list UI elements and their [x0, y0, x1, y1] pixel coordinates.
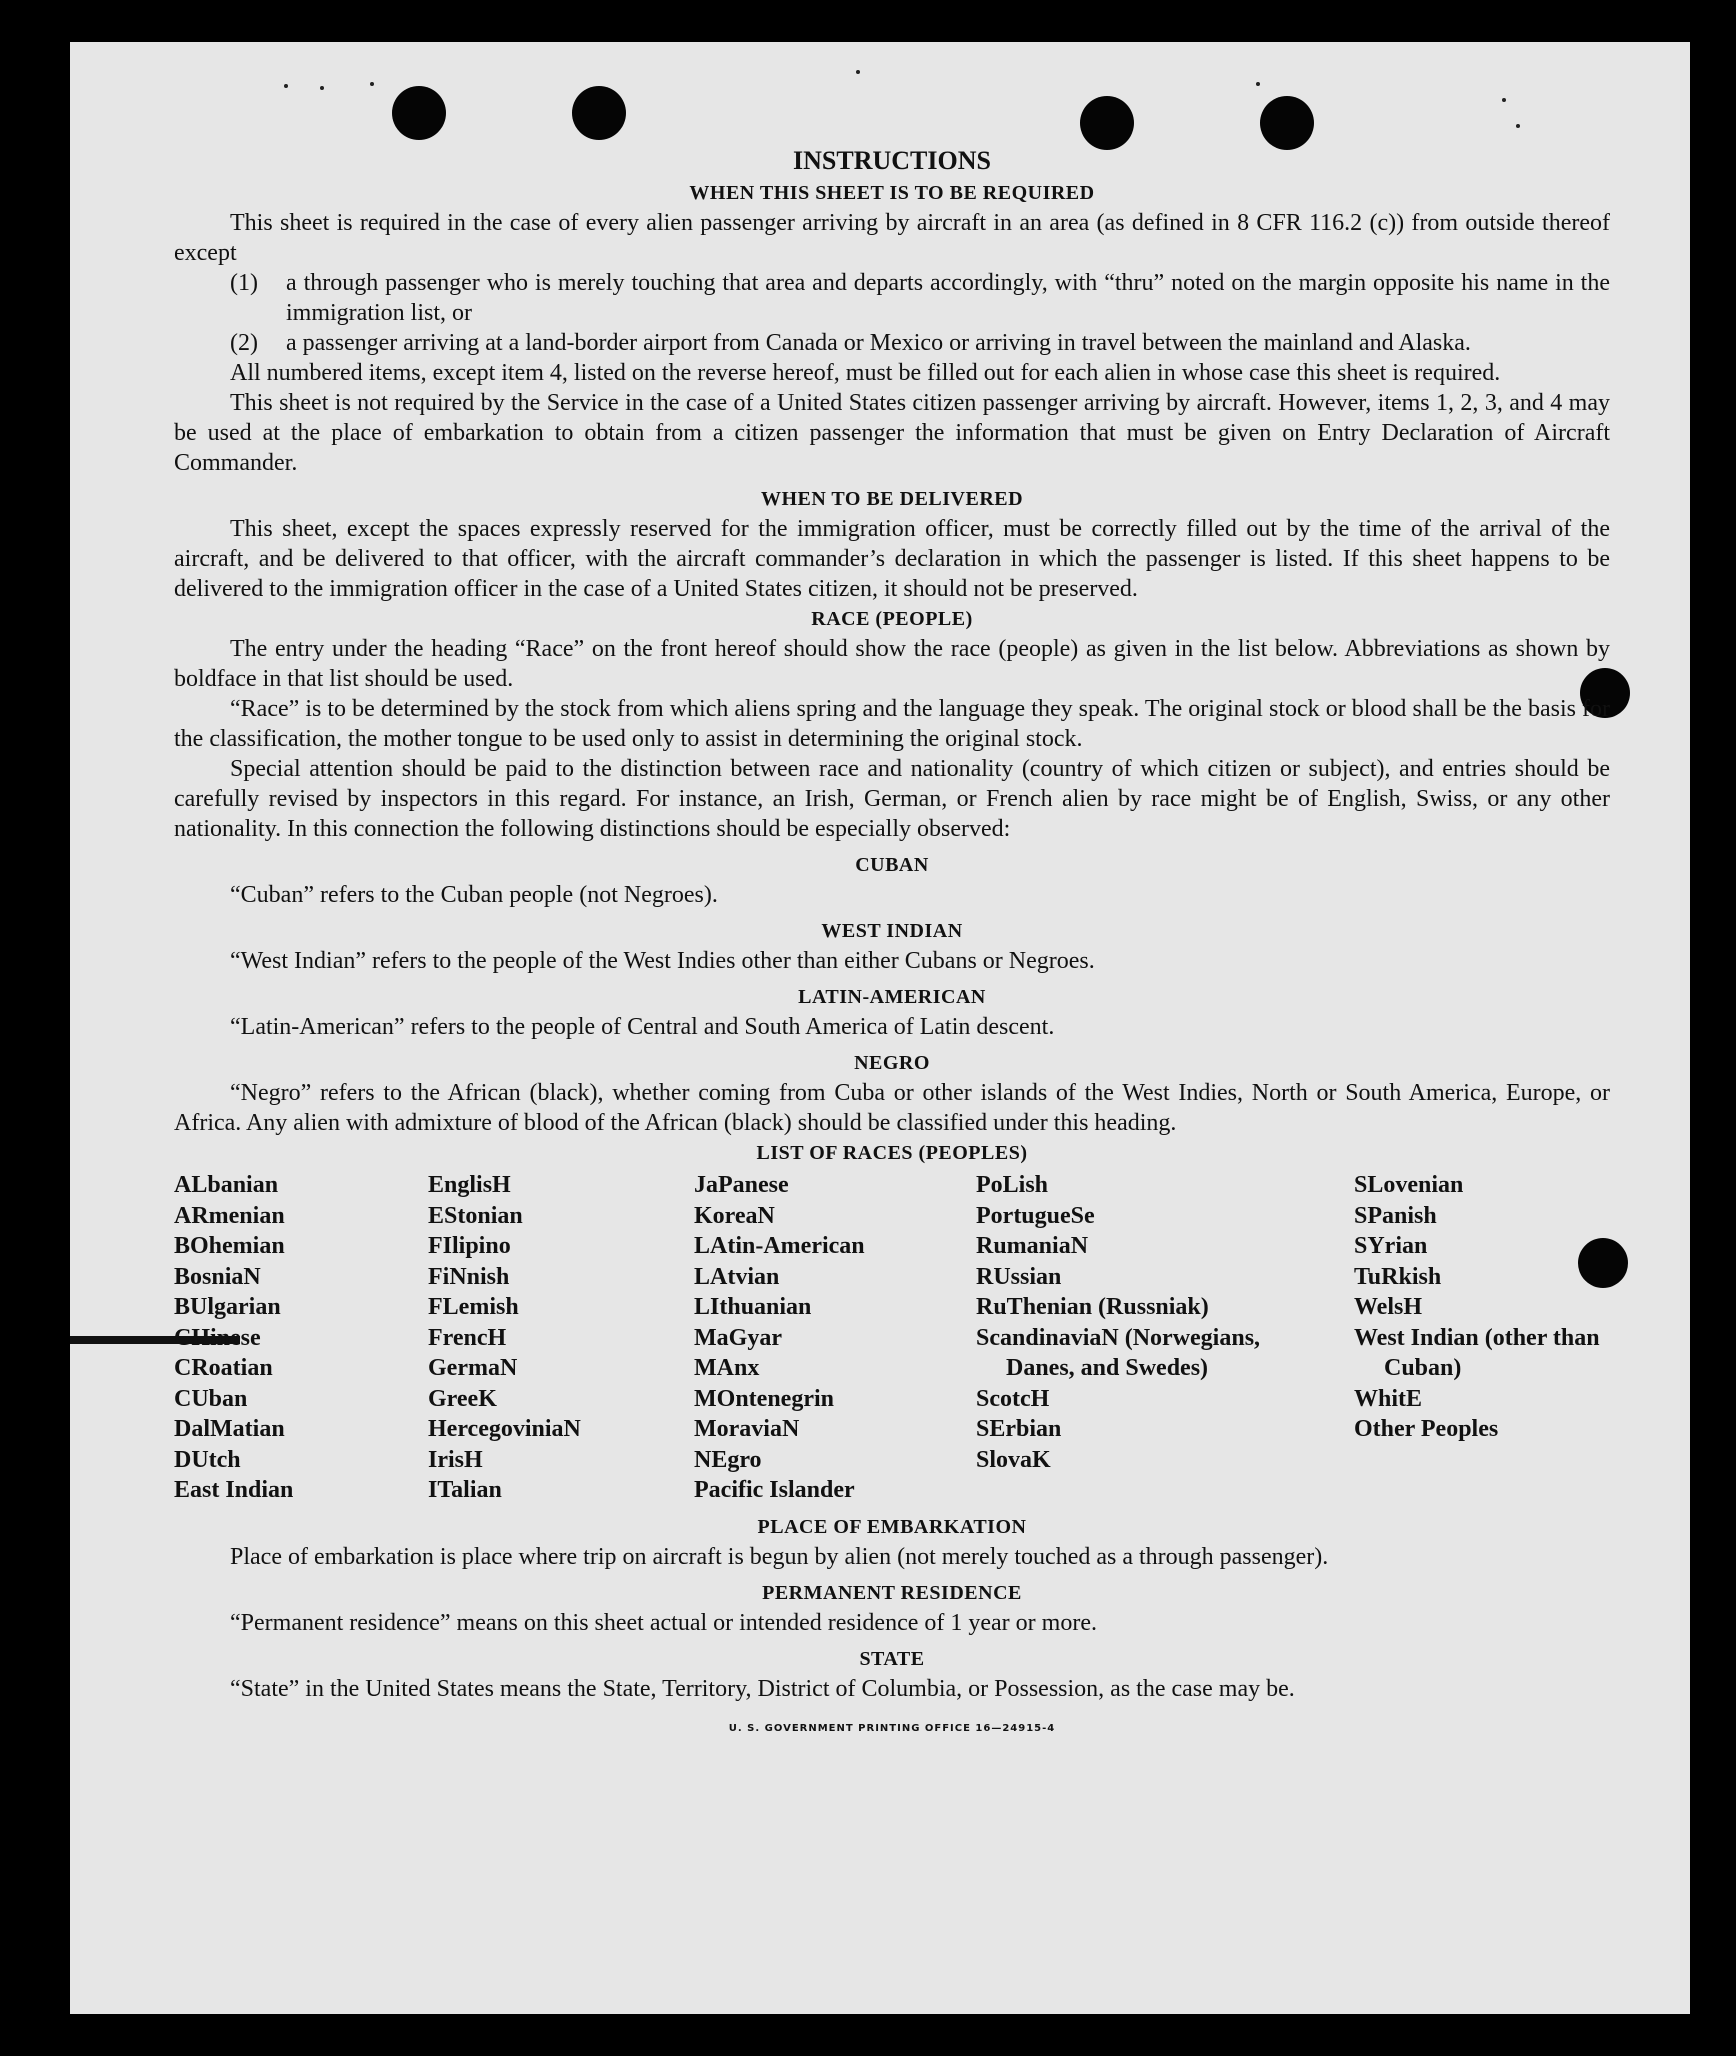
list-item: BosniaN — [174, 1263, 261, 1290]
heading-race: RACE (PEOPLE) — [811, 608, 973, 630]
speck — [284, 84, 288, 88]
list-item: RumaniaN — [976, 1233, 1089, 1259]
heading-when-delivered: WHEN TO BE DELIVERED — [760, 488, 1024, 510]
heading-residence: PERMANENT RESIDENCE — [762, 1581, 1022, 1604]
list-item: FiNnish — [428, 1263, 510, 1290]
paragraph: “West Indian” refers to the people of the West Indies other than either Cubans or Negroes. — [230, 948, 1095, 974]
list-item: ScandinaviaN (Norwegians, Danes, and Swedes) — [976, 1324, 1261, 1381]
list-item: SlovaK — [976, 1446, 1051, 1473]
paragraph: “Negro” refers to the African (black), whether coming from Cuba or other islands of the West Indies, North or South America, Europe, or Africa. Any alien with admixture of blood of the African (black) should be classified under this heading. — [174, 1080, 1610, 1136]
list-item: RUssian — [976, 1263, 1062, 1290]
heading-embarkation: PLACE OF EMBARKATION — [757, 1515, 1027, 1538]
item-text: a passenger arriving at a land-border airport from Canada or Mexico or arriving in travel between the mainland and Alaska. — [286, 330, 1471, 356]
speck — [1502, 98, 1506, 102]
list-item: MaGyar — [694, 1324, 782, 1351]
heading-latin-american: LATIN-AMERICAN — [798, 986, 986, 1008]
list-item: LIthuanian — [694, 1294, 812, 1320]
races-column — [694, 1170, 976, 1506]
list-item: Other Peoples — [1354, 1416, 1499, 1442]
punch-hole — [392, 86, 446, 140]
paragraph: This sheet is required in the case of every alien passenger arriving by aircraft in an area (as defined in 8 CFR 116.2 (c)) from outside thereof except — [174, 210, 1610, 266]
list-item: GreeK — [428, 1385, 497, 1412]
speck — [320, 86, 324, 90]
list-item: ARmenian — [174, 1202, 285, 1229]
list-item: NEgro — [694, 1446, 762, 1473]
document-page — [70, 42, 1690, 2014]
list-item — [174, 328, 1610, 358]
page-title: INSTRUCTIONS — [793, 146, 991, 175]
heading-negro: NEGRO — [854, 1052, 930, 1074]
speck — [1516, 124, 1520, 128]
heading-list-of-races: LIST OF RACES (PEOPLES) — [756, 1142, 1028, 1164]
list-item: JaPanese — [694, 1172, 789, 1198]
punch-hole — [1080, 96, 1134, 150]
list-item: WhitE — [1354, 1385, 1423, 1412]
list-item: PortugueSe — [976, 1202, 1095, 1229]
list-item: DUtch — [174, 1446, 241, 1473]
races-column — [976, 1170, 1266, 1506]
paragraph: All numbered items, except item 4, listed on the reverse hereof, must be filled out for each alien in whose case this sheet is required. — [230, 360, 1501, 386]
list-item: CRoatian — [174, 1355, 273, 1381]
item-text: a through passenger who is merely touching that area and departs accordingly, with “thru” noted on the margin opposite his name in the immigration list, or — [286, 270, 1610, 326]
list-item: HercegoviniaN — [428, 1416, 581, 1442]
punch-hole — [1260, 96, 1314, 150]
list-item: SErbian — [976, 1416, 1062, 1442]
list-item: WelsH — [1354, 1294, 1423, 1320]
list-item: LAtvian — [694, 1263, 780, 1290]
list-item: KoreaN — [694, 1202, 775, 1229]
paragraph: “State” in the United States means the State, Territory, District of Columbia, or Possession, as the case may be. — [230, 1675, 1295, 1702]
list-item: TuRkish — [1354, 1263, 1442, 1290]
list-item: FIlipino — [428, 1233, 511, 1259]
list-item: EStonian — [428, 1202, 523, 1229]
races-column — [428, 1170, 694, 1506]
races-column — [1354, 1170, 1610, 1506]
list-item: East Indian — [174, 1477, 294, 1503]
list-item: MOntenegrin — [694, 1385, 834, 1412]
list-item: IrisH — [428, 1446, 483, 1473]
heading-when-required: WHEN THIS SHEET IS TO BE REQUIRED — [689, 182, 1095, 204]
paragraph: Special attention should be paid to the distinction between race and nationality (country of which citizen or subject), and entries should be carefully revised by inspectors in this regard. For instance, an Irish, German, or French alien by race might be of English, Swiss, or any other nationality. In this connection the following distinctions should be especially observed: — [174, 756, 1610, 842]
item-number: (2) — [230, 330, 258, 356]
list-item: SYrian — [1354, 1233, 1428, 1259]
heading-cuban: CUBAN — [855, 854, 929, 876]
list-item: GermaN — [428, 1355, 518, 1381]
list-item: FLemish — [428, 1294, 519, 1320]
list-item: ITalian — [428, 1477, 502, 1503]
list-item: SPanish — [1354, 1202, 1437, 1229]
list-item: BUlgarian — [174, 1294, 281, 1320]
list-item: MoraviaN — [694, 1416, 800, 1442]
paragraph: “Race” is to be determined by the stock from which aliens spring and the language they speak. The original stock or blood shall be the basis for the classification, the mother tongue to be used only to assist in determining the original stock. — [174, 696, 1610, 752]
paragraph: This sheet is not required by the Service in the case of a United States citizen passenger arriving by aircraft. However, items 1, 2, 3, and 4 may be used at the place of embarkation to obtain from a citizen passenger the information that must be given on Entry Declaration of Aircraft Commander. — [174, 390, 1610, 476]
list-item — [174, 268, 1610, 328]
list-item: RuThenian (Russniak) — [976, 1294, 1209, 1320]
list-item: MAnx — [694, 1355, 760, 1381]
list-item: Pacific Islander — [694, 1477, 855, 1503]
printer-footer: U. S. GOVERNMENT PRINTING OFFICE 16—24915-4 — [728, 1722, 1056, 1734]
paragraph: Place of embarkation is place where trip on aircraft is begun by alien (not merely touched as a through passenger). — [230, 1543, 1329, 1570]
heading-state: STATE — [859, 1647, 925, 1670]
speck — [856, 70, 860, 74]
paragraph: “Cuban” refers to the Cuban people (not Negroes). — [230, 882, 718, 908]
list-item: BOhemian — [174, 1233, 285, 1259]
list-item: EnglisH — [428, 1172, 511, 1198]
punch-hole — [572, 86, 626, 140]
list-item: ALbanian — [174, 1172, 279, 1198]
item-number: (1) — [230, 270, 258, 296]
list-item: DalMatian — [174, 1416, 285, 1442]
list-item: ScotcH — [976, 1385, 1050, 1412]
instructions-content — [174, 144, 1610, 1744]
heading-west-indian: WEST INDIAN — [821, 920, 963, 942]
list-item: FrencH — [428, 1324, 507, 1351]
paragraph: The entry under the heading “Race” on the front hereof should show the race (people) as given in the list below. Abbreviations as shown by boldface in that list should be used. — [174, 636, 1610, 692]
list-item: CUban — [174, 1385, 248, 1412]
list-item: West Indian (other than Cuban) — [1354, 1324, 1600, 1381]
paragraph: This sheet, except the spaces expressly reserved for the immigration officer, must be correctly filled out by the time of the arrival of the aircraft, and be delivered to that officer, with the aircraft commander’s declaration in which the passenger is listed. If this sheet happens to be delivered to the immigration officer in the case of a United States citizen, it should not be preserved. — [174, 516, 1610, 602]
races-column — [174, 1170, 428, 1506]
list-item: PoLish — [976, 1172, 1049, 1198]
list-item: LAtin-American — [694, 1233, 865, 1259]
list-item: CHinese — [174, 1324, 261, 1351]
list-item: SLovenian — [1354, 1172, 1464, 1198]
speck — [370, 82, 374, 86]
paragraph: “Permanent residence” means on this sheet actual or intended residence of 1 year or more. — [230, 1609, 1097, 1636]
speck — [1256, 82, 1260, 86]
paragraph: “Latin-American” refers to the people of Central and South America of Latin descent. — [230, 1014, 1055, 1040]
races-table — [174, 1170, 1610, 1506]
